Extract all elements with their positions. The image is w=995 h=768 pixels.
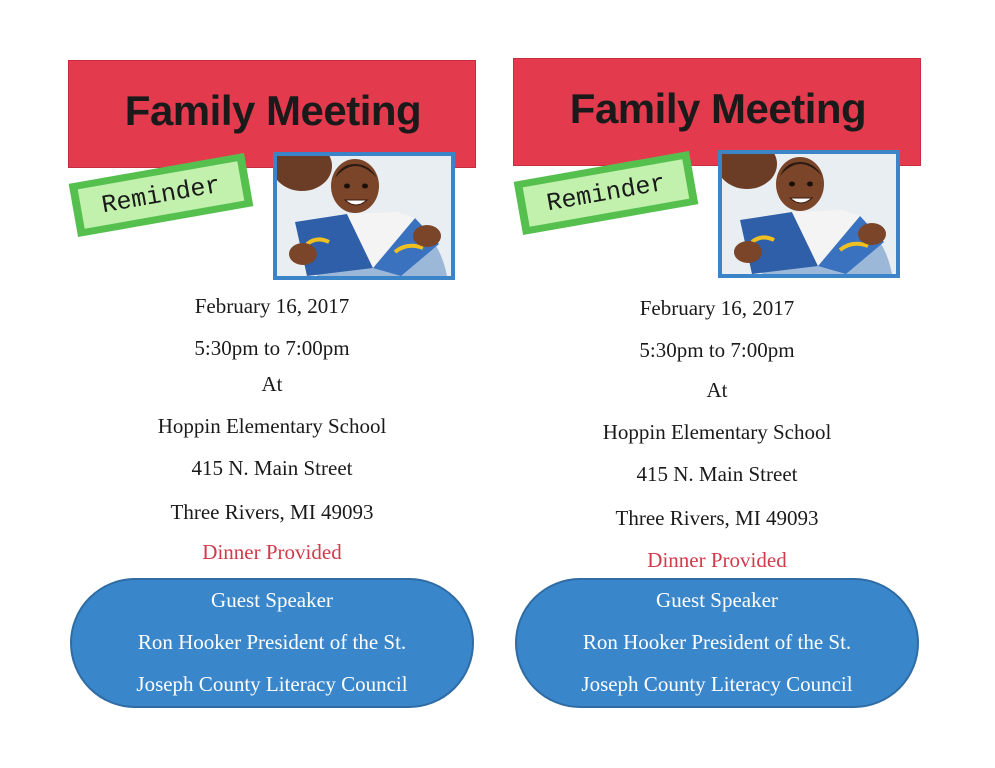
child-reading-illustration xyxy=(722,154,896,274)
meeting-time: 5:30pm to 7:00pm xyxy=(639,338,795,362)
speaker-line-1: Ron Hooker President of the St. xyxy=(582,630,852,654)
venue-name: Hoppin Elementary School xyxy=(157,414,387,438)
child-reading-illustration xyxy=(277,156,451,276)
venue-name: Hoppin Elementary School xyxy=(602,420,832,444)
meeting-date: February 16, 2017 xyxy=(639,296,795,320)
at-label: At xyxy=(706,378,728,402)
guest-speaker-panel xyxy=(70,578,474,708)
reminder-label: Reminder xyxy=(78,161,244,229)
speaker-line-1: Ron Hooker President of the St. xyxy=(137,630,407,654)
flyer-right xyxy=(513,58,933,758)
city-state-zip: Three Rivers, MI 49093 xyxy=(615,506,819,530)
guest-speaker-heading: Guest Speaker xyxy=(656,588,778,612)
at-label: At xyxy=(261,372,283,396)
banner-title: Family Meeting xyxy=(124,87,422,134)
street-address: 415 N. Main Street xyxy=(636,462,798,486)
meeting-time: 5:30pm to 7:00pm xyxy=(194,336,350,360)
speaker-line-2: Joseph County Literacy Council xyxy=(581,672,853,696)
dinner-provided: Dinner Provided xyxy=(647,548,787,572)
reminder-label: Reminder xyxy=(523,159,689,227)
child-reading-photo xyxy=(718,150,900,278)
guest-speaker-heading: Guest Speaker xyxy=(211,588,333,612)
dinner-provided: Dinner Provided xyxy=(202,540,342,564)
city-state-zip: Three Rivers, MI 49093 xyxy=(170,500,374,524)
street-address: 415 N. Main Street xyxy=(191,456,353,480)
child-reading-photo xyxy=(273,152,455,280)
flyer-left xyxy=(68,60,488,760)
guest-speaker-panel xyxy=(515,578,919,708)
speaker-line-2: Joseph County Literacy Council xyxy=(136,672,408,696)
banner-title: Family Meeting xyxy=(569,85,867,132)
meeting-date: February 16, 2017 xyxy=(194,294,350,318)
